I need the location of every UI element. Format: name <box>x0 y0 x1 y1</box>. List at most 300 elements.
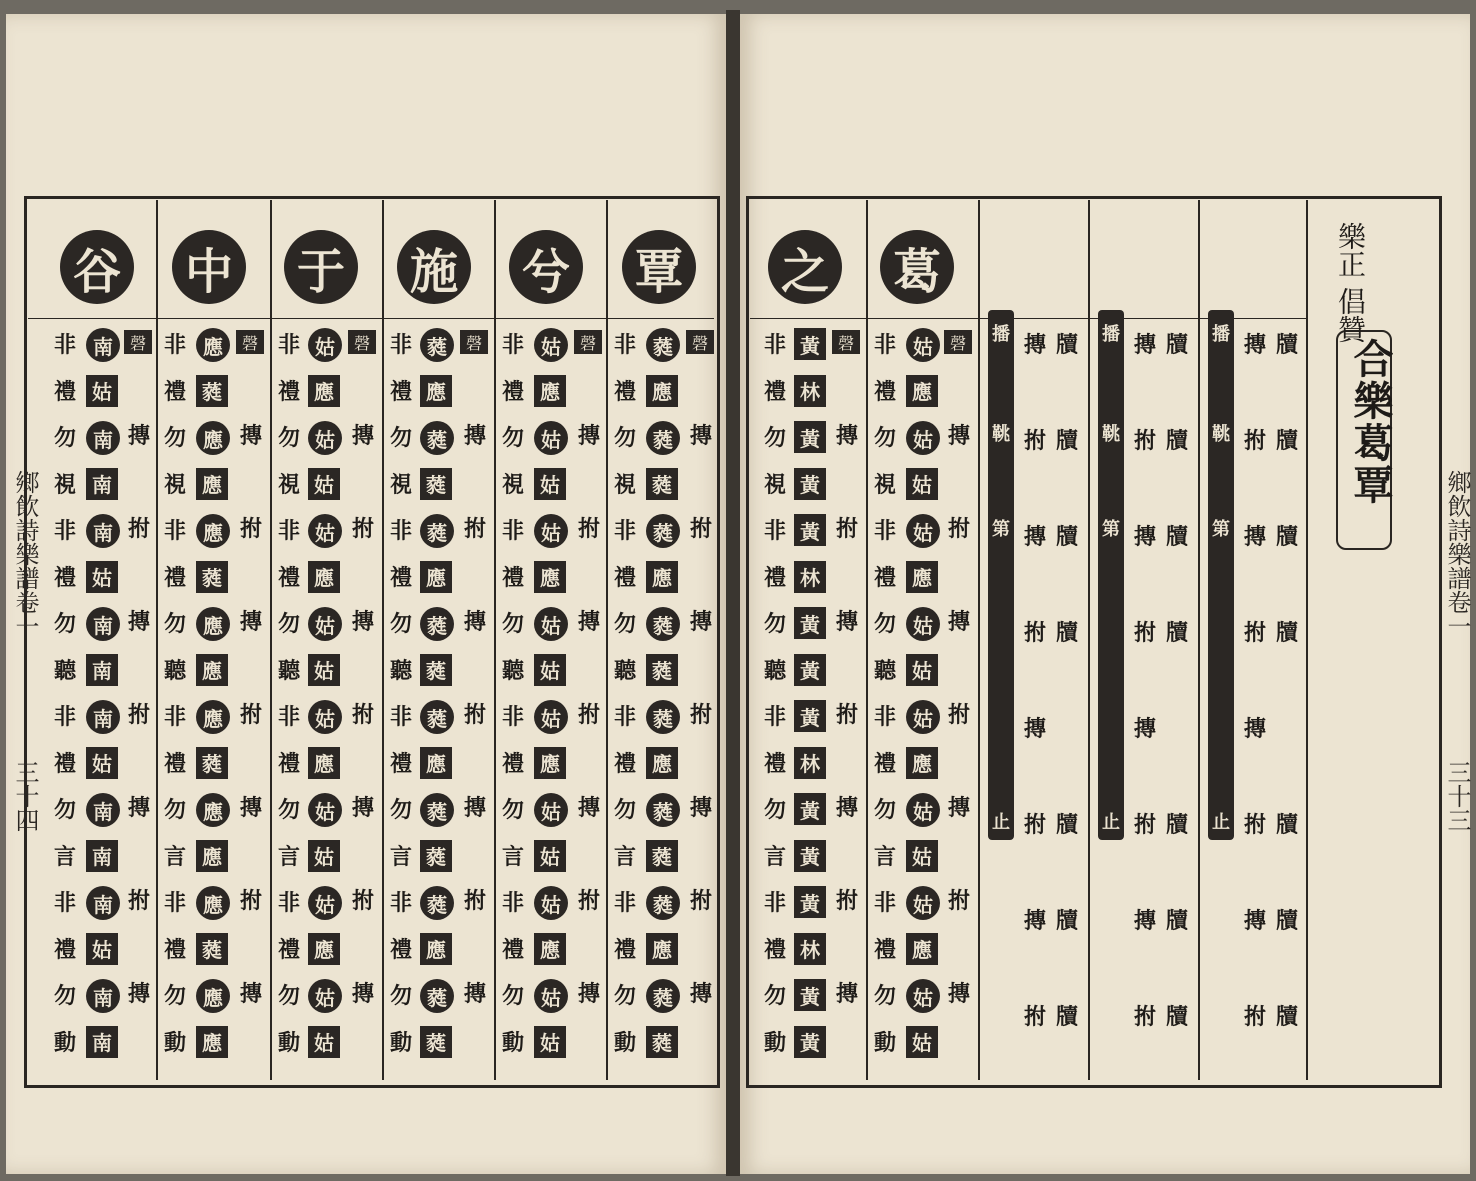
stroke-mark: 摶 <box>464 609 487 635</box>
lyric-char: 非 <box>874 518 897 544</box>
stroke-mark: 拊 <box>240 888 263 914</box>
pitch-note: 應 <box>534 933 566 965</box>
pitch-note: 黃 <box>794 514 826 546</box>
drum-mark: 牘 <box>1166 812 1189 838</box>
drum-mark: 牘 <box>1276 332 1299 358</box>
lyric-char: 動 <box>874 1029 897 1056</box>
lyric-char: 非 <box>614 332 637 358</box>
lyric-char: 勿 <box>54 797 77 823</box>
stroke-mark: 拊 <box>578 702 601 728</box>
drum-bar <box>1098 310 1124 840</box>
lyric-char: 視 <box>502 471 525 498</box>
stroke-mark: 摶 <box>240 795 263 821</box>
lyric-char: 禮 <box>502 750 525 777</box>
pitch-note: 林 <box>794 747 826 779</box>
lyric-char: 禮 <box>390 564 413 591</box>
column-rule <box>1306 200 1308 1080</box>
lyric-char: 非 <box>278 890 301 916</box>
pitch-note: 姑 <box>86 747 118 779</box>
stroke-mark: 拊 <box>948 516 971 542</box>
pitch-note: 姑 <box>906 421 940 455</box>
drum-label: 第 <box>1102 519 1120 540</box>
drum-mark: 牘 <box>1166 332 1189 358</box>
drum-label: 第 <box>992 519 1010 540</box>
drum-label: 第 <box>1212 519 1230 540</box>
lyric-char: 勿 <box>278 611 301 637</box>
pitch-note: 姑 <box>308 468 340 500</box>
pitch-note: 姑 <box>308 607 342 641</box>
lyric-char: 非 <box>164 890 187 916</box>
lyric-char: 非 <box>614 518 637 544</box>
lyric-char: 非 <box>390 518 413 544</box>
pitch-note: 應 <box>906 747 938 779</box>
drum-mark: 牘 <box>1276 620 1299 646</box>
stroke-mark: 拊 <box>128 702 151 728</box>
pitch-note: 姑 <box>906 468 938 500</box>
pitch-note: 蕤 <box>420 654 452 686</box>
pitch-note: 林 <box>794 375 826 407</box>
drum-beat: 拊 <box>1024 428 1047 454</box>
stroke-mark: 摶 <box>690 795 713 821</box>
lyric-char: 勿 <box>614 983 637 1009</box>
score-title: 合樂葛覃 <box>1347 338 1394 506</box>
lyric-char: 禮 <box>164 378 187 405</box>
pitch-note: 應 <box>196 979 230 1013</box>
lyric-char: 禮 <box>164 564 187 591</box>
lyric-char: 勿 <box>874 425 897 451</box>
drum-label: 止 <box>1102 812 1120 833</box>
stroke-mark: 拊 <box>690 888 713 914</box>
lyric-char: 勿 <box>164 797 187 823</box>
lyric-char: 禮 <box>874 750 897 777</box>
pitch-note: 姑 <box>906 840 938 872</box>
lyric-char: 勿 <box>390 425 413 451</box>
pitch-note: 姑 <box>534 421 568 455</box>
drum-mark: 牘 <box>1056 428 1079 454</box>
lyric-char: 禮 <box>278 936 301 963</box>
pitch-note: 應 <box>308 561 340 593</box>
pitch-note: 應 <box>196 840 228 872</box>
pitch-note: 黃 <box>794 793 826 825</box>
column-rule <box>156 200 158 1080</box>
lyric-char: 聽 <box>502 657 525 684</box>
pitch-note: 黃 <box>794 700 826 732</box>
stroke-mark: 摶 <box>836 609 859 635</box>
pitch-note: 黃 <box>794 328 826 360</box>
drum-beat: 摶 <box>1134 524 1157 550</box>
pitch-note: 姑 <box>906 979 940 1013</box>
right-margin-page: 三十三 <box>1443 760 1471 832</box>
stroke-mark: 摶 <box>578 609 601 635</box>
pitch-note: 姑 <box>534 607 568 641</box>
lyric-char: 非 <box>390 890 413 916</box>
pitch-note: 應 <box>420 375 452 407</box>
stroke-mark: 拊 <box>240 702 263 728</box>
pitch-note: 應 <box>646 747 678 779</box>
lyric-char: 禮 <box>54 936 77 963</box>
lyric-char: 非 <box>502 518 525 544</box>
lyric-char: 禮 <box>614 936 637 963</box>
column-rule <box>382 200 384 1080</box>
drum-label: 止 <box>992 812 1010 833</box>
lyric-char: 勿 <box>164 425 187 451</box>
pitch-note: 南 <box>86 328 120 362</box>
drum-beat: 摶 <box>1024 716 1047 742</box>
drum-mark: 牘 <box>1166 524 1189 550</box>
lyric-char: 聽 <box>164 657 187 684</box>
pitch-note: 應 <box>646 375 678 407</box>
stroke-mark: 摶 <box>464 795 487 821</box>
stroke-mark: 摶 <box>578 795 601 821</box>
drum-mark: 牘 <box>1056 812 1079 838</box>
pitch-note: 蕤 <box>420 328 454 362</box>
pitch-note: 蕤 <box>646 886 680 920</box>
pitch-note: 黃 <box>794 886 826 918</box>
lyric-char: 動 <box>614 1029 637 1056</box>
pitch-note: 姑 <box>534 1026 566 1058</box>
lyric-char: 禮 <box>764 564 787 591</box>
lyric-char: 勿 <box>54 611 77 637</box>
lyric-char: 非 <box>614 704 637 730</box>
lyric-char: 動 <box>390 1029 413 1056</box>
drum-bar <box>1208 310 1234 840</box>
lyric-char: 勿 <box>502 611 525 637</box>
drum-beat: 拊 <box>1134 1004 1157 1030</box>
header-circle: 谷 <box>60 230 134 304</box>
pitch-note: 蕤 <box>646 468 678 500</box>
pitch-note: 蕤 <box>646 793 680 827</box>
lyric-char: 禮 <box>54 750 77 777</box>
drum-bar <box>988 310 1014 840</box>
lyric-char: 非 <box>164 704 187 730</box>
pitch-note: 應 <box>534 375 566 407</box>
stroke-mark: 摶 <box>690 609 713 635</box>
pitch-note: 姑 <box>906 328 940 362</box>
lyric-char: 言 <box>278 843 301 870</box>
pitch-note: 應 <box>308 747 340 779</box>
lyric-char: 勿 <box>54 425 77 451</box>
header-circle: 覃 <box>622 230 696 304</box>
stroke-mark: 摶 <box>578 981 601 1007</box>
pitch-note: 南 <box>86 840 118 872</box>
pitch-note: 應 <box>308 375 340 407</box>
stroke-mark: 摶 <box>578 423 601 449</box>
pitch-note: 蕤 <box>646 654 678 686</box>
drum-beat: 拊 <box>1244 620 1267 646</box>
pitch-note: 應 <box>420 561 452 593</box>
lyric-char: 禮 <box>764 936 787 963</box>
pitch-note: 應 <box>196 468 228 500</box>
pitch-note: 姑 <box>534 700 568 734</box>
stroke-mark: 摶 <box>128 609 151 635</box>
pitch-note: 姑 <box>534 979 568 1013</box>
column-rule <box>866 200 868 1080</box>
drum-label: 播 <box>1102 324 1120 345</box>
drum-mark: 牘 <box>1056 332 1079 358</box>
drum-label: 止 <box>1212 812 1230 833</box>
pitch-note: 蕤 <box>646 840 678 872</box>
pitch-note: 姑 <box>86 375 118 407</box>
pitch-note: 南 <box>86 1026 118 1058</box>
stroke-mark: 摶 <box>836 423 859 449</box>
lyric-char: 勿 <box>278 425 301 451</box>
lyric-char: 聽 <box>278 657 301 684</box>
pitch-note: 南 <box>86 468 118 500</box>
pitch-note: 南 <box>86 886 120 920</box>
pitch-note: 應 <box>646 933 678 965</box>
pitch-note: 姑 <box>308 1026 340 1058</box>
pitch-note: 南 <box>86 421 120 455</box>
stroke-mark: 拊 <box>464 888 487 914</box>
pitch-note: 黃 <box>794 1026 826 1058</box>
pitch-note: 林 <box>794 933 826 965</box>
lyric-char: 勿 <box>502 797 525 823</box>
pitch-note: 應 <box>534 747 566 779</box>
lyric-char: 視 <box>278 471 301 498</box>
pitch-note: 應 <box>906 375 938 407</box>
lyric-char: 視 <box>874 471 897 498</box>
pitch-note: 姑 <box>906 700 940 734</box>
pitch-note: 蕤 <box>420 468 452 500</box>
lyric-char: 勿 <box>164 611 187 637</box>
drum-mark: 牘 <box>1166 620 1189 646</box>
pitch-note: 應 <box>646 561 678 593</box>
pitch-note: 蕤 <box>420 886 454 920</box>
lyric-char: 勿 <box>874 611 897 637</box>
pitch-note: 蕤 <box>646 328 680 362</box>
drum-mark: 牘 <box>1166 428 1189 454</box>
stroke-mark: 摶 <box>240 609 263 635</box>
drum-beat: 摶 <box>1244 524 1267 550</box>
drum-label: 鞉 <box>992 424 1010 445</box>
drum-beat: 拊 <box>1244 812 1267 838</box>
sheng-label: 磬 <box>574 330 602 354</box>
pitch-note: 應 <box>196 700 230 734</box>
pitch-note: 應 <box>196 607 230 641</box>
stroke-mark: 摶 <box>836 981 859 1007</box>
stroke-mark: 拊 <box>836 888 859 914</box>
stroke-mark: 摶 <box>240 981 263 1007</box>
pitch-note: 蕤 <box>196 561 228 593</box>
lyric-char: 聽 <box>614 657 637 684</box>
column-rule <box>606 200 608 1080</box>
lyric-char: 非 <box>502 704 525 730</box>
stroke-mark: 摶 <box>128 423 151 449</box>
lyric-char: 非 <box>502 332 525 358</box>
stroke-mark: 拊 <box>948 702 971 728</box>
stroke-mark: 拊 <box>836 516 859 542</box>
column-rule <box>494 200 496 1080</box>
stroke-mark: 摶 <box>948 795 971 821</box>
pitch-note: 姑 <box>906 793 940 827</box>
stroke-mark: 拊 <box>352 516 375 542</box>
column-rule <box>1198 200 1200 1080</box>
pitch-note: 應 <box>196 1026 228 1058</box>
lyric-char: 禮 <box>278 378 301 405</box>
lyric-char: 禮 <box>390 750 413 777</box>
stroke-mark: 摶 <box>464 981 487 1007</box>
stroke-mark: 摶 <box>128 795 151 821</box>
pitch-note: 南 <box>86 700 120 734</box>
lyric-char: 非 <box>764 704 787 730</box>
pitch-note: 蕤 <box>420 514 454 548</box>
lyric-char: 非 <box>164 518 187 544</box>
drum-beat: 拊 <box>1024 1004 1047 1030</box>
drum-beat: 拊 <box>1134 620 1157 646</box>
pitch-note: 應 <box>196 886 230 920</box>
stroke-mark: 摶 <box>128 981 151 1007</box>
lyric-char: 禮 <box>164 936 187 963</box>
stroke-mark: 摶 <box>948 981 971 1007</box>
sheng-label: 磬 <box>686 330 714 354</box>
drum-mark: 牘 <box>1276 812 1299 838</box>
lyric-char: 勿 <box>874 797 897 823</box>
lyric-char: 禮 <box>764 378 787 405</box>
lyric-char: 勿 <box>390 983 413 1009</box>
pitch-note: 姑 <box>308 700 342 734</box>
lyric-char: 視 <box>764 471 787 498</box>
lyric-char: 言 <box>764 843 787 870</box>
pitch-note: 黃 <box>794 840 826 872</box>
stroke-mark: 摶 <box>352 609 375 635</box>
left-margin-page: 三十四 <box>11 760 39 832</box>
stroke-mark: 拊 <box>352 702 375 728</box>
lyric-char: 勿 <box>764 797 787 823</box>
stroke-mark: 拊 <box>240 516 263 542</box>
pitch-note: 南 <box>86 654 118 686</box>
lyric-char: 非 <box>390 332 413 358</box>
drum-label: 播 <box>992 324 1010 345</box>
drum-mark: 牘 <box>1056 1004 1079 1030</box>
lyric-char: 禮 <box>502 936 525 963</box>
drum-beat: 拊 <box>1024 620 1047 646</box>
pitch-note: 南 <box>86 979 120 1013</box>
lyric-char: 視 <box>614 471 637 498</box>
lyric-char: 勿 <box>502 983 525 1009</box>
pitch-note: 姑 <box>308 793 342 827</box>
pitch-note: 姑 <box>308 328 342 362</box>
pitch-note: 蕤 <box>646 1026 678 1058</box>
drum-mark: 牘 <box>1166 908 1189 934</box>
lyric-char: 非 <box>54 704 77 730</box>
pitch-note: 蕤 <box>420 840 452 872</box>
stroke-mark: 拊 <box>690 702 713 728</box>
pitch-note: 姑 <box>906 886 940 920</box>
lyric-char: 勿 <box>874 983 897 1009</box>
right-margin-title: 鄉飲詩樂譜卷一 <box>1443 470 1471 638</box>
drum-beat: 摶 <box>1024 908 1047 934</box>
left-margin-title: 鄉飲詩樂譜卷一 <box>11 470 39 638</box>
pitch-note: 蕤 <box>420 1026 452 1058</box>
column-rule <box>1088 200 1090 1080</box>
pitch-note: 姑 <box>308 886 342 920</box>
lyric-char: 禮 <box>164 750 187 777</box>
drum-beat: 摶 <box>1024 524 1047 550</box>
lyric-char: 動 <box>164 1029 187 1056</box>
lyric-char: 非 <box>874 890 897 916</box>
pitch-note: 蕤 <box>646 514 680 548</box>
drum-mark: 牘 <box>1276 1004 1299 1030</box>
stroke-mark: 摶 <box>352 795 375 821</box>
lyric-char: 動 <box>278 1029 301 1056</box>
header-rule <box>28 318 714 319</box>
lyric-char: 視 <box>390 471 413 498</box>
pitch-note: 蕤 <box>646 979 680 1013</box>
pitch-note: 應 <box>420 933 452 965</box>
lyric-char: 言 <box>614 843 637 870</box>
sheng-label: 磬 <box>832 330 860 354</box>
pitch-note: 南 <box>86 607 120 641</box>
stroke-mark: 拊 <box>690 516 713 542</box>
drum-beat: 拊 <box>1134 812 1157 838</box>
stroke-mark: 摶 <box>352 423 375 449</box>
title-cartouche <box>1336 330 1392 550</box>
stroke-mark: 拊 <box>128 516 151 542</box>
lyric-char: 非 <box>614 890 637 916</box>
stroke-mark: 拊 <box>578 516 601 542</box>
pitch-note: 南 <box>86 793 120 827</box>
lyric-char: 禮 <box>390 378 413 405</box>
drum-beat: 摶 <box>1134 908 1157 934</box>
sheng-label: 磬 <box>348 330 376 354</box>
stroke-mark: 拊 <box>464 702 487 728</box>
drum-beat: 摶 <box>1134 716 1157 742</box>
pitch-note: 應 <box>196 514 230 548</box>
lyric-char: 聽 <box>874 657 897 684</box>
lyric-char: 非 <box>54 518 77 544</box>
drum-beat: 摶 <box>1024 332 1047 358</box>
stroke-mark: 摶 <box>352 981 375 1007</box>
pitch-note: 應 <box>196 421 230 455</box>
drum-mark: 牘 <box>1056 620 1079 646</box>
pitch-note: 應 <box>906 933 938 965</box>
sheng-label: 磬 <box>236 330 264 354</box>
lyric-char: 禮 <box>614 564 637 591</box>
drum-beat: 拊 <box>1134 428 1157 454</box>
stroke-mark: 摶 <box>836 795 859 821</box>
lyric-char: 禮 <box>502 564 525 591</box>
drum-label: 播 <box>1212 324 1230 345</box>
pitch-note: 黃 <box>794 421 826 453</box>
stroke-mark: 拊 <box>578 888 601 914</box>
lyric-char: 非 <box>54 332 77 358</box>
lyric-char: 非 <box>502 890 525 916</box>
lyric-char: 勿 <box>390 797 413 823</box>
lyric-char: 勿 <box>164 983 187 1009</box>
drum-mark: 牘 <box>1056 524 1079 550</box>
sheng-label: 磬 <box>944 330 972 354</box>
drum-beat: 拊 <box>1244 428 1267 454</box>
drum-beat: 摶 <box>1134 332 1157 358</box>
lyric-char: 禮 <box>874 378 897 405</box>
stroke-mark: 摶 <box>240 423 263 449</box>
stroke-mark: 拊 <box>836 702 859 728</box>
lyric-char: 非 <box>874 332 897 358</box>
lyric-char: 勿 <box>502 425 525 451</box>
lyric-char: 勿 <box>614 611 637 637</box>
lyric-char: 禮 <box>874 936 897 963</box>
lyric-char: 言 <box>390 843 413 870</box>
lyric-char: 動 <box>54 1029 77 1056</box>
drum-beat: 摶 <box>1244 908 1267 934</box>
stroke-mark: 摶 <box>464 423 487 449</box>
stroke-mark: 摶 <box>948 423 971 449</box>
pitch-note: 姑 <box>906 1026 938 1058</box>
lyric-char: 非 <box>278 518 301 544</box>
lyric-char: 聽 <box>390 657 413 684</box>
drum-mark: 牘 <box>1276 908 1299 934</box>
lyric-char: 動 <box>764 1029 787 1056</box>
